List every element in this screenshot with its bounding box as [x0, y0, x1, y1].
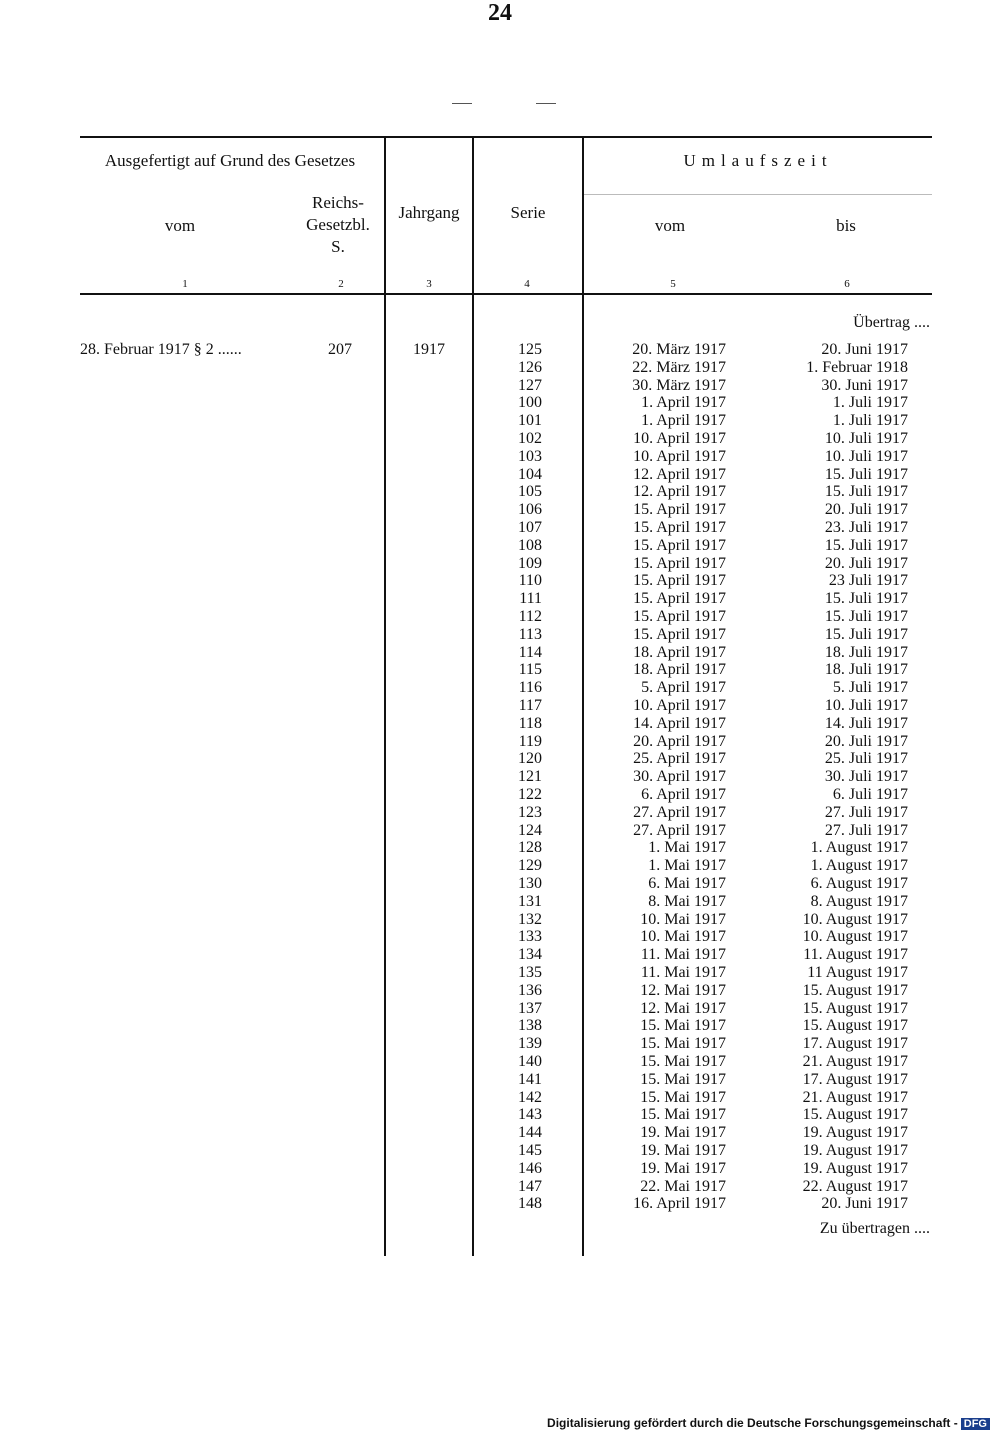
umlauf-bis-cell: 15. Juli 1917	[824, 465, 908, 483]
column-number-2: 2	[338, 278, 344, 290]
umlauf-vom-cell: 19. Mai 1917	[640, 1142, 726, 1159]
table-row	[0, 466, 1000, 484]
umlauf-vom-cell: 12. Mai 1917	[640, 999, 726, 1017]
umlauf-vom-cell: 1. April 1917	[641, 412, 726, 430]
umlauf-bis-cell: 20. Juli 1917	[824, 732, 908, 750]
umlauf-bis-cell: 23. Juli 1917	[824, 519, 908, 536]
umlauf-bis-cell: 10. August 1917	[802, 928, 908, 946]
table-row	[0, 911, 1000, 929]
uebertrag-label: Übertrag ....	[853, 314, 930, 331]
umlauf-bis-cell: 11 August 1917	[807, 964, 908, 981]
umlauf-vom-cell: 30. März 1917	[632, 376, 726, 394]
serie-cell: 112	[518, 608, 542, 625]
umlauf-vom-cell: 10. April 1917	[633, 697, 726, 714]
table-row	[0, 1124, 1000, 1142]
umlauf-vom-cell: 15. April 1917	[633, 536, 726, 554]
umlauf-bis-cell: 6. August 1917	[810, 875, 908, 892]
serie-cell: 147	[518, 1177, 542, 1195]
umlauf-vom-cell: 10. April 1917	[633, 430, 726, 447]
umlauf-vom-cell: 15. April 1917	[633, 625, 726, 643]
table-row	[0, 394, 1000, 412]
umlauf-bis-cell: 1. Juli 1917	[832, 394, 908, 412]
serie-cell: 110	[518, 572, 542, 590]
umlauf-vom-cell: 15. Mai 1917	[640, 1088, 726, 1106]
umlauf-vom-cell: 15. April 1917	[633, 519, 726, 536]
table-row	[0, 697, 1000, 715]
table-row	[0, 679, 1000, 697]
serie-cell: 140	[518, 1053, 542, 1070]
umlauf-bis-cell: 8. August 1917	[810, 892, 908, 910]
serie-cell: 144	[518, 1124, 542, 1142]
umlauf-vom-cell: 1. April 1917	[641, 394, 726, 412]
header-reichsgesetzbl	[296, 192, 380, 258]
umlauf-vom-cell: 1. Mai 1917	[648, 839, 726, 857]
serie-cell: 134	[518, 946, 542, 964]
table-row	[0, 572, 1000, 590]
table-row	[0, 644, 1000, 662]
table-row	[0, 1142, 1000, 1160]
umlaufszeit-subrule	[584, 194, 932, 195]
table-row	[0, 661, 1000, 679]
header-vom: vom	[164, 216, 196, 235]
table-row	[0, 483, 1000, 501]
serie-cell: 132	[518, 910, 542, 928]
umlauf-bis-cell: 20. Juni 1917	[821, 1195, 908, 1213]
umlauf-vom-cell: 18. April 1917	[633, 661, 726, 679]
umlauf-vom-cell: 1. Mai 1917	[648, 857, 726, 875]
table-top-rule	[80, 136, 932, 138]
umlauf-bis-cell: 25. Juli 1917	[824, 750, 908, 768]
umlauf-vom-cell: 25. April 1917	[633, 750, 726, 768]
table-row	[0, 519, 1000, 537]
umlauf-vom-cell: 12. April 1917	[633, 483, 726, 501]
umlauf-vom-cell: 15. April 1917	[633, 554, 726, 572]
table-row	[0, 768, 1000, 786]
serie-cell: 143	[518, 1106, 542, 1124]
table-row	[0, 341, 1000, 359]
umlauf-bis-cell: 15. Juli 1917	[824, 608, 908, 625]
umlauf-vom-cell: 18. April 1917	[633, 643, 726, 661]
umlauf-bis-cell: 19. August 1917	[802, 1124, 908, 1142]
serie-cell: 129	[518, 857, 542, 875]
table-row	[0, 1071, 1000, 1089]
umlauf-vom-cell: 27. April 1917	[633, 821, 726, 839]
umlauf-bis-cell: 10. Juli 1917	[824, 430, 908, 447]
table-row	[0, 928, 1000, 946]
serie-cell: 139	[518, 1035, 542, 1053]
column-number-3: 3	[426, 278, 432, 290]
umlauf-bis-cell: 6. Juli 1917	[832, 786, 908, 803]
umlauf-bis-cell: 15. August 1917	[802, 1106, 908, 1124]
umlauf-bis-cell: 30. Juli 1917	[824, 768, 908, 786]
umlauf-bis-cell: 10. Juli 1917	[824, 697, 908, 714]
serie-cell: 145	[518, 1142, 542, 1159]
serie-cell: 133	[518, 928, 542, 946]
serie-cell: 118	[518, 714, 542, 732]
serie-cell: 102	[518, 430, 542, 447]
table-row	[0, 555, 1000, 573]
umlauf-vom-cell: 15. April 1917	[633, 608, 726, 625]
serie-cell: 124	[518, 821, 542, 839]
serie-cell: 141	[518, 1070, 542, 1088]
header-umlauf-vom: vom	[654, 216, 686, 235]
serie-cell: 113	[518, 625, 542, 643]
serie-cell: 109	[518, 554, 542, 572]
umlauf-vom-cell: 16. April 1917	[633, 1195, 726, 1213]
umlauf-bis-cell: 30. Juni 1917	[821, 376, 908, 394]
table-header-rule	[80, 293, 932, 295]
page-number-dash-left	[452, 103, 472, 104]
table-row	[0, 786, 1000, 804]
table-row	[0, 1178, 1000, 1196]
umlauf-bis-cell: 27. Juli 1917	[824, 821, 908, 839]
umlauf-vom-cell: 10. April 1917	[633, 447, 726, 465]
umlauf-bis-cell: 1. Februar 1918	[806, 358, 908, 376]
umlauf-vom-cell: 15. Mai 1917	[640, 1035, 726, 1053]
header-umlauf-bis: bis	[836, 216, 856, 235]
umlauf-vom-cell: 19. Mai 1917	[640, 1159, 726, 1177]
serie-cell: 107	[518, 519, 542, 536]
table-row	[0, 448, 1000, 466]
umlauf-bis-cell: 17. August 1917	[802, 1035, 908, 1053]
umlauf-bis-cell: 15. Juli 1917	[824, 536, 908, 554]
footer	[547, 1416, 990, 1430]
reichsgesetzbl-page: 207	[328, 341, 352, 358]
table-row	[0, 839, 1000, 857]
umlauf-bis-cell: 15. August 1917	[802, 981, 908, 999]
serie-cell: 136	[518, 981, 542, 999]
serie-cell: 103	[518, 447, 542, 465]
umlauf-vom-cell: 14. April 1917	[633, 714, 726, 732]
table-row	[0, 430, 1000, 448]
table-row	[0, 1035, 1000, 1053]
umlauf-bis-cell: 19. August 1917	[802, 1159, 908, 1177]
serie-cell: 148	[518, 1195, 542, 1213]
umlauf-bis-cell: 11. August 1917	[803, 946, 908, 964]
umlauf-vom-cell: 15. Mai 1917	[640, 1017, 726, 1035]
table-row	[0, 608, 1000, 626]
umlauf-bis-cell: 22. August 1917	[802, 1177, 908, 1195]
umlauf-bis-cell: 19. August 1917	[802, 1142, 908, 1159]
table-row	[0, 1089, 1000, 1107]
umlauf-bis-cell: 14. Juli 1917	[824, 714, 908, 732]
serie-cell: 127	[518, 376, 542, 394]
serie-cell: 119	[518, 732, 542, 750]
umlauf-vom-cell: 15. Mai 1917	[640, 1106, 726, 1124]
serie-cell: 126	[518, 358, 542, 376]
umlauf-bis-cell: 1. Juli 1917	[832, 412, 908, 430]
table-row	[0, 750, 1000, 768]
header-reichsgesetzbl-line2: Gesetzbl.	[306, 215, 370, 234]
serie-cell: 104	[518, 465, 542, 483]
umlauf-bis-cell: 23 Juli 1917	[828, 572, 908, 590]
table-row	[0, 537, 1000, 555]
serie-cell: 146	[518, 1159, 542, 1177]
umlauf-vom-cell: 11. Mai 1917	[640, 964, 726, 981]
umlauf-vom-cell: 15. April 1917	[633, 572, 726, 590]
zu-uebertragen-label: Zu übertragen ....	[819, 1220, 930, 1237]
serie-cell: 120	[518, 750, 542, 768]
table-row	[0, 875, 1000, 893]
umlauf-bis-cell: 15. Juli 1917	[824, 590, 908, 608]
serie-cell: 114	[518, 643, 542, 661]
umlauf-vom-cell: 10. Mai 1917	[640, 928, 726, 946]
serie-cell: 128	[518, 839, 542, 857]
umlauf-bis-cell: 21. August 1917	[802, 1053, 908, 1070]
footer-text: Digitalisierung gefördert durch die Deutsche Forschungsgemeinschaft -	[547, 1416, 958, 1430]
column-number-6: 6	[844, 278, 850, 290]
umlauf-vom-cell: 15. Mai 1917	[640, 1053, 726, 1070]
serie-cell: 101	[518, 412, 542, 430]
serie-cell: 117	[518, 697, 542, 714]
page-number: 24	[488, 0, 512, 26]
umlauf-bis-cell: 5. Juli 1917	[832, 679, 908, 697]
umlauf-vom-cell: 5. April 1917	[641, 679, 726, 697]
serie-cell: 108	[518, 536, 542, 554]
serie-cell: 106	[518, 501, 542, 519]
serie-cell: 115	[518, 661, 542, 679]
umlauf-vom-cell: 12. Mai 1917	[640, 981, 726, 999]
table-row	[0, 1053, 1000, 1071]
umlauf-vom-cell: 20. März 1917	[632, 341, 726, 358]
table-row	[0, 377, 1000, 395]
umlauf-vom-cell: 27. April 1917	[633, 803, 726, 821]
table-row	[0, 893, 1000, 911]
dfg-logo: DFG	[961, 1418, 990, 1430]
header-umlaufszeit: Umlaufszeit	[683, 151, 833, 170]
column-number-4: 4	[524, 278, 530, 290]
table-row	[0, 804, 1000, 822]
umlauf-bis-cell: 21. August 1917	[802, 1088, 908, 1106]
jahrgang-value: 1917	[413, 341, 445, 358]
table-row	[0, 822, 1000, 840]
umlauf-vom-cell: 22. Mai 1917	[640, 1177, 726, 1195]
umlauf-bis-cell: 20. Juli 1917	[824, 501, 908, 519]
serie-cell: 121	[518, 768, 542, 786]
table-row	[0, 1195, 1000, 1213]
table-row	[0, 715, 1000, 733]
table-row	[0, 1000, 1000, 1018]
umlauf-vom-cell: 19. Mai 1917	[640, 1124, 726, 1142]
serie-cell: 131	[518, 892, 542, 910]
umlauf-vom-cell: 15. April 1917	[633, 590, 726, 608]
umlauf-vom-cell: 20. April 1917	[633, 732, 726, 750]
umlauf-bis-cell: 18. Juli 1917	[824, 661, 908, 679]
umlauf-bis-cell: 15. August 1917	[802, 1017, 908, 1035]
umlauf-bis-cell: 10. Juli 1917	[824, 447, 908, 465]
table-row	[0, 857, 1000, 875]
table-row	[0, 1160, 1000, 1178]
serie-cell: 137	[518, 999, 542, 1017]
umlauf-vom-cell: 6. April 1917	[641, 786, 726, 803]
umlauf-bis-cell: 15. August 1917	[802, 999, 908, 1017]
table-row	[0, 626, 1000, 644]
table-row	[0, 412, 1000, 430]
umlauf-vom-cell: 30. April 1917	[633, 768, 726, 786]
umlauf-bis-cell: 1. August 1917	[810, 839, 908, 857]
table-row	[0, 982, 1000, 1000]
serie-cell: 122	[518, 786, 542, 803]
page-number-dash-right	[536, 103, 556, 104]
column-number-1: 1	[182, 278, 188, 290]
serie-cell: 135	[518, 964, 542, 981]
table-row	[0, 590, 1000, 608]
header-reichsgesetzbl-line1: Reichs-	[312, 193, 364, 212]
umlauf-bis-cell: 27. Juli 1917	[824, 803, 908, 821]
umlauf-bis-cell: 15. Juli 1917	[824, 625, 908, 643]
umlauf-bis-cell: 1. August 1917	[810, 857, 908, 875]
umlauf-vom-cell: 6. Mai 1917	[648, 875, 726, 892]
umlauf-bis-cell: 17. August 1917	[802, 1070, 908, 1088]
umlauf-bis-cell: 10. August 1917	[802, 910, 908, 928]
umlauf-vom-cell: 11. Mai 1917	[640, 946, 726, 964]
serie-cell: 123	[518, 803, 542, 821]
table-row	[0, 946, 1000, 964]
table-row	[0, 1106, 1000, 1124]
table-row	[0, 501, 1000, 519]
umlauf-bis-cell: 20. Juli 1917	[824, 554, 908, 572]
umlauf-vom-cell: 10. Mai 1917	[640, 910, 726, 928]
umlauf-vom-cell: 15. April 1917	[633, 501, 726, 519]
header-ausgefertigt: Ausgefertigt auf Grund des Gesetzes	[104, 151, 356, 170]
serie-cell: 125	[518, 341, 542, 358]
serie-cell: 100	[518, 394, 542, 412]
header-jahrgang: Jahrgang	[398, 203, 460, 222]
table-row	[0, 733, 1000, 751]
serie-cell: 142	[518, 1088, 542, 1106]
header-serie: Serie	[510, 203, 546, 222]
column-number-5: 5	[670, 278, 676, 290]
umlauf-bis-cell: 20. Juni 1917	[821, 341, 908, 358]
umlauf-vom-cell: 15. Mai 1917	[640, 1070, 726, 1088]
umlauf-vom-cell: 12. April 1917	[633, 465, 726, 483]
umlauf-bis-cell: 18. Juli 1917	[824, 643, 908, 661]
table-row	[0, 359, 1000, 377]
table-row	[0, 964, 1000, 982]
umlauf-bis-cell: 15. Juli 1917	[824, 483, 908, 501]
serie-cell: 105	[518, 483, 542, 501]
header-reichsgesetzbl-line3: S.	[331, 237, 345, 256]
serie-cell: 138	[518, 1017, 542, 1035]
serie-cell: 116	[518, 679, 542, 697]
serie-cell: 111	[519, 590, 542, 608]
law-date: 28. Februar 1917 § 2 ......	[80, 341, 242, 358]
serie-cell: 130	[518, 875, 542, 892]
umlauf-vom-cell: 8. Mai 1917	[648, 892, 726, 910]
table-row	[0, 1017, 1000, 1035]
umlauf-vom-cell: 22. März 1917	[632, 358, 726, 376]
